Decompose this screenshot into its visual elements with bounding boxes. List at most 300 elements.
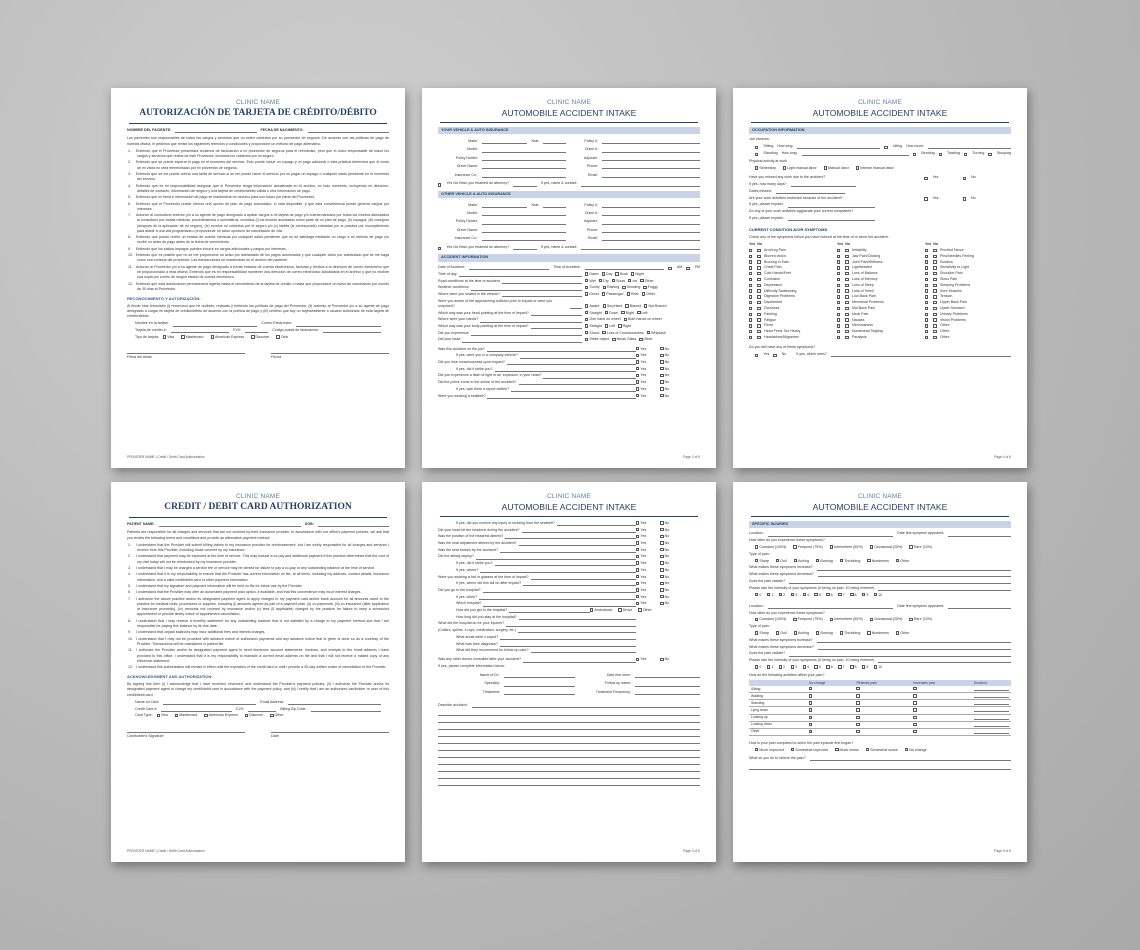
symptom-yes-checkbox[interactable] — [749, 318, 752, 321]
describe-line[interactable] — [438, 765, 700, 772]
symptom-yes-checkbox[interactable] — [749, 289, 752, 292]
yes-checkbox[interactable] — [636, 387, 639, 390]
intensity-checkbox[interactable] — [791, 593, 794, 596]
frequency-checkbox[interactable] — [909, 545, 912, 548]
no-checkbox[interactable] — [660, 528, 663, 531]
frequency-checkbox[interactable] — [755, 618, 758, 621]
symptom-no-checkbox[interactable] — [757, 313, 760, 316]
describe-line[interactable] — [438, 758, 700, 765]
activity-effect-checkbox[interactable] — [856, 723, 859, 726]
symptom-yes-checkbox[interactable] — [925, 313, 928, 316]
frequency-checkbox[interactable] — [793, 618, 796, 621]
insurance-field-input[interactable] — [602, 140, 700, 144]
symptom-no-checkbox[interactable] — [845, 284, 848, 287]
describe-line[interactable] — [438, 737, 700, 744]
accident-option-checkbox[interactable] — [642, 292, 645, 295]
symptom-no-checkbox[interactable] — [933, 284, 936, 287]
no-checkbox[interactable] — [660, 367, 663, 370]
intensity-checkbox[interactable] — [850, 665, 853, 668]
yes-checkbox[interactable] — [636, 595, 639, 598]
card-number-field[interactable] — [171, 329, 229, 333]
no-checkbox[interactable] — [660, 380, 663, 383]
card-type-checkbox[interactable] — [163, 335, 166, 338]
pain-type-checkbox[interactable] — [816, 631, 819, 634]
compare-checkbox[interactable] — [835, 748, 838, 751]
how-long-field[interactable] — [519, 616, 636, 620]
accident-option-checkbox[interactable] — [585, 311, 588, 314]
zip-field[interactable] — [323, 329, 381, 333]
card-number-field[interactable] — [161, 708, 232, 712]
card-type-checkbox[interactable] — [204, 714, 207, 717]
pain-type-checkbox[interactable] — [755, 631, 758, 634]
intensity-checkbox[interactable] — [850, 593, 853, 596]
no-checkbox[interactable] — [660, 575, 663, 578]
symptom-yes-checkbox[interactable] — [925, 284, 928, 287]
describe-line[interactable] — [438, 744, 700, 751]
symptom-yes-checkbox[interactable] — [749, 336, 752, 339]
vehicle-field-input[interactable] — [482, 149, 566, 153]
accident-option-checkbox[interactable] — [643, 286, 646, 289]
intensity-checkbox[interactable] — [814, 665, 817, 668]
activity-effect-checkbox[interactable] — [913, 687, 916, 690]
no-checkbox[interactable] — [660, 387, 663, 390]
intensity-checkbox[interactable] — [862, 593, 865, 596]
describe-lines[interactable] — [438, 709, 700, 786]
duration-field[interactable] — [974, 701, 1009, 705]
symptom-yes-checkbox[interactable] — [925, 336, 928, 339]
insurance-field-input[interactable] — [602, 212, 700, 216]
doctor-field-input[interactable] — [504, 691, 575, 695]
accident-option-checkbox[interactable] — [599, 279, 602, 282]
intensity-checkbox[interactable] — [826, 665, 829, 668]
vehicle-field-input[interactable] — [482, 229, 566, 233]
accident-option-checkbox[interactable] — [644, 304, 647, 307]
compare-checkbox[interactable] — [791, 748, 794, 751]
year-field[interactable] — [543, 204, 566, 208]
intensity-checkbox[interactable] — [803, 593, 806, 596]
symptom-yes-checkbox[interactable] — [837, 318, 840, 321]
doctor-field-input[interactable] — [635, 683, 700, 687]
transport-checkbox[interactable] — [618, 608, 621, 611]
symptom-yes-checkbox[interactable] — [837, 336, 840, 339]
symptom-yes-checkbox[interactable] — [749, 278, 752, 281]
frequency-checkbox[interactable] — [870, 618, 873, 621]
no-checkbox[interactable] — [660, 568, 663, 571]
symptom-no-checkbox[interactable] — [933, 272, 936, 275]
symptom-yes-checkbox[interactable] — [925, 307, 928, 310]
activity-effect-checkbox[interactable] — [913, 694, 916, 697]
doctor-field-input[interactable] — [504, 674, 575, 678]
explain-field[interactable] — [788, 204, 876, 208]
yes-checkbox[interactable] — [636, 588, 639, 591]
symptom-no-checkbox[interactable] — [845, 307, 848, 310]
diagnosis-field[interactable] — [500, 643, 636, 647]
accident-option-checkbox[interactable] — [618, 324, 621, 327]
increase-field[interactable] — [817, 567, 1011, 571]
vehicle-field-input[interactable] — [482, 237, 566, 241]
symptom-yes-checkbox[interactable] — [837, 266, 840, 269]
symptom-yes-checkbox[interactable] — [837, 307, 840, 310]
yes-checkbox[interactable] — [636, 380, 639, 383]
activity-checkbox[interactable] — [755, 166, 758, 169]
yes-checkbox[interactable] — [636, 555, 639, 558]
symptom-no-checkbox[interactable] — [845, 330, 848, 333]
symptom-no-checkbox[interactable] — [845, 266, 848, 269]
activity-effect-checkbox[interactable] — [913, 730, 916, 733]
no-checkbox[interactable] — [660, 354, 663, 357]
activity-effect-checkbox[interactable] — [913, 716, 916, 719]
activity-effect-checkbox[interactable] — [856, 701, 859, 704]
lifting-how-much-field[interactable] — [928, 145, 1011, 149]
symptom-no-checkbox[interactable] — [757, 249, 760, 252]
intensity-checkbox[interactable] — [874, 593, 877, 596]
card-type-checkbox[interactable] — [276, 335, 279, 338]
frequency-checkbox[interactable] — [870, 545, 873, 548]
pain-type-checkbox[interactable] — [794, 559, 797, 562]
accident-option-checkbox[interactable] — [585, 304, 588, 307]
missed-yes-checkbox[interactable] — [924, 177, 927, 180]
pain-type-checkbox[interactable] — [840, 559, 843, 562]
accident-option-checkbox[interactable] — [585, 279, 588, 282]
accident-date-field[interactable] — [469, 266, 549, 270]
cvv-field[interactable] — [248, 708, 276, 712]
no-checkbox[interactable] — [660, 394, 663, 397]
dates-missed-field[interactable] — [776, 190, 845, 194]
activity-effect-checkbox[interactable] — [809, 716, 812, 719]
symptom-no-checkbox[interactable] — [933, 318, 936, 321]
radiate-field[interactable] — [789, 653, 1011, 657]
pm-checkbox[interactable] — [686, 267, 689, 270]
symptom-no-checkbox[interactable] — [933, 260, 936, 263]
other-attorney-yes-checkbox[interactable] — [438, 247, 441, 250]
describe-line[interactable] — [438, 730, 700, 737]
symptom-yes-checkbox[interactable] — [925, 249, 928, 252]
symptom-yes-checkbox[interactable] — [837, 324, 840, 327]
no-checkbox[interactable] — [660, 521, 663, 524]
intensity-checkbox[interactable] — [779, 593, 782, 596]
activity-effect-checkbox[interactable] — [856, 716, 859, 719]
symptom-no-checkbox[interactable] — [933, 307, 936, 310]
activity-effect-checkbox[interactable] — [856, 687, 859, 690]
vehicle-field-input[interactable] — [482, 204, 527, 208]
intensity-checkbox[interactable] — [838, 665, 841, 668]
card-type-checkbox[interactable] — [270, 714, 273, 717]
insurance-field-input[interactable] — [602, 229, 700, 233]
symptom-no-checkbox[interactable] — [757, 255, 760, 258]
symptom-yes-checkbox[interactable] — [837, 330, 840, 333]
yes-checkbox[interactable] — [636, 360, 639, 363]
no-checkbox[interactable] — [660, 541, 663, 544]
followup-field[interactable] — [531, 649, 636, 653]
symptom-yes-checkbox[interactable] — [749, 260, 752, 263]
symptom-no-checkbox[interactable] — [757, 272, 760, 275]
symptom-yes-checkbox[interactable] — [925, 295, 928, 298]
explain2-field[interactable] — [788, 217, 876, 221]
still-yes-checkbox[interactable] — [755, 354, 758, 357]
symptom-yes-checkbox[interactable] — [749, 324, 752, 327]
describe-line[interactable] — [438, 779, 700, 786]
symptom-yes-checkbox[interactable] — [749, 284, 752, 287]
accident-option-checkbox[interactable] — [621, 311, 624, 314]
symptom-no-checkbox[interactable] — [757, 307, 760, 310]
activity-checkbox[interactable] — [783, 166, 786, 169]
symptom-no-checkbox[interactable] — [933, 249, 936, 252]
yes-checkbox[interactable] — [636, 602, 639, 605]
symptom-no-checkbox[interactable] — [933, 289, 936, 292]
activity-effect-checkbox[interactable] — [913, 723, 916, 726]
vehicle-field-input[interactable] — [482, 221, 566, 225]
missed-days-field[interactable] — [791, 183, 856, 187]
symptom-no-checkbox[interactable] — [757, 318, 760, 321]
symptom-yes-checkbox[interactable] — [837, 249, 840, 252]
pain-type-checkbox[interactable] — [896, 631, 899, 634]
cvv-field[interactable] — [245, 329, 268, 333]
pain-type-checkbox[interactable] — [794, 631, 797, 634]
duration-field[interactable] — [974, 708, 1009, 712]
accident-option-checkbox[interactable] — [603, 286, 606, 289]
symptom-no-checkbox[interactable] — [933, 330, 936, 333]
symptom-yes-checkbox[interactable] — [925, 272, 928, 275]
symptom-no-checkbox[interactable] — [933, 324, 936, 327]
symptom-no-checkbox[interactable] — [757, 336, 760, 339]
pain-type-checkbox[interactable] — [776, 559, 779, 562]
decrease-field[interactable] — [818, 646, 1011, 650]
yes-checkbox[interactable] — [636, 367, 639, 370]
symptom-no-checkbox[interactable] — [845, 272, 848, 275]
symptom-yes-checkbox[interactable] — [925, 318, 928, 321]
describe-line[interactable] — [438, 716, 700, 723]
intensity-checkbox[interactable] — [814, 593, 817, 596]
card-type-checkbox[interactable] — [175, 714, 178, 717]
vehicle-field-input[interactable] — [482, 165, 566, 169]
symptom-yes-checkbox[interactable] — [925, 289, 928, 292]
accident-option-checkbox[interactable] — [612, 338, 615, 341]
accident-option-checkbox[interactable] — [602, 292, 605, 295]
symptom-no-checkbox[interactable] — [845, 260, 848, 263]
no-checkbox[interactable] — [660, 347, 663, 350]
vehicle-field-input[interactable] — [482, 212, 566, 216]
card-type-checkbox[interactable] — [157, 714, 160, 717]
other-doctor-no-checkbox[interactable] — [660, 658, 663, 661]
symptom-yes-checkbox[interactable] — [925, 260, 928, 263]
symptom-no-checkbox[interactable] — [757, 289, 760, 292]
activity-effect-checkbox[interactable] — [913, 708, 916, 711]
yes-checkbox[interactable] — [636, 548, 639, 551]
symptom-yes-checkbox[interactable] — [837, 260, 840, 263]
symptom-yes-checkbox[interactable] — [925, 266, 928, 269]
increase-field[interactable] — [817, 639, 1011, 643]
pain-type-checkbox[interactable] — [816, 559, 819, 562]
intensity-checkbox[interactable] — [791, 665, 794, 668]
accident-option-checkbox[interactable] — [615, 272, 618, 275]
yes-checkbox[interactable] — [636, 541, 639, 544]
accident-option-checkbox[interactable] — [605, 311, 608, 314]
symptom-no-checkbox[interactable] — [933, 313, 936, 316]
date-first-field[interactable] — [948, 533, 1011, 537]
accident-option-checkbox[interactable] — [624, 318, 627, 321]
yes-checkbox[interactable] — [636, 582, 639, 585]
intensity-checkbox[interactable] — [779, 665, 782, 668]
no-checkbox[interactable] — [660, 374, 663, 377]
symptom-yes-checkbox[interactable] — [749, 301, 752, 304]
symptom-yes-checkbox[interactable] — [749, 272, 752, 275]
symptom-no-checkbox[interactable] — [757, 330, 760, 333]
duration-field[interactable] — [974, 723, 1009, 727]
doctor-field-input[interactable] — [504, 683, 575, 687]
activity-effect-checkbox[interactable] — [809, 708, 812, 711]
intensity-checkbox[interactable] — [755, 593, 758, 596]
insurance-field-input[interactable] — [602, 174, 700, 178]
insurance-field-input[interactable] — [602, 157, 700, 161]
frequency-checkbox[interactable] — [830, 545, 833, 548]
year-field[interactable] — [543, 140, 566, 144]
accident-option-checkbox[interactable] — [603, 304, 606, 307]
accident-option-checkbox[interactable] — [585, 331, 588, 334]
decrease-field[interactable] — [818, 573, 1011, 577]
accident-option-checkbox[interactable] — [631, 272, 634, 275]
location-field[interactable] — [768, 533, 894, 537]
symptom-no-checkbox[interactable] — [933, 278, 936, 281]
no-checkbox[interactable] — [660, 535, 663, 538]
duration-field[interactable] — [974, 716, 1009, 720]
card-name-field[interactable] — [163, 701, 256, 705]
date-line[interactable] — [271, 348, 389, 354]
standing-checkbox[interactable] — [755, 153, 758, 156]
yes-checkbox[interactable] — [636, 374, 639, 377]
accident-option-checkbox[interactable] — [627, 292, 630, 295]
radiate-field[interactable] — [789, 580, 1011, 584]
intensity-checkbox[interactable] — [767, 665, 770, 668]
activity-effect-checkbox[interactable] — [809, 687, 812, 690]
email-field[interactable] — [296, 323, 381, 327]
accident-option-checkbox[interactable] — [585, 286, 588, 289]
pain-type-checkbox[interactable] — [867, 631, 870, 634]
symptom-no-checkbox[interactable] — [757, 301, 760, 304]
accident-option-checkbox[interactable] — [602, 272, 605, 275]
restricted-yes-checkbox[interactable] — [924, 197, 927, 200]
vehicle-field-input[interactable] — [482, 140, 527, 144]
accident-option-checkbox[interactable] — [612, 279, 615, 282]
card-name-field[interactable] — [173, 323, 258, 327]
sitting-how-long-field[interactable] — [797, 145, 880, 149]
no-checkbox[interactable] — [660, 602, 663, 605]
frequency-checkbox[interactable] — [793, 545, 796, 548]
date-line[interactable] — [271, 727, 389, 733]
standing-how-long-field[interactable] — [802, 152, 909, 156]
symptom-no-checkbox[interactable] — [845, 249, 848, 252]
injuries-field[interactable] — [506, 623, 636, 627]
symptom-yes-checkbox[interactable] — [749, 249, 752, 252]
pain-type-checkbox[interactable] — [867, 559, 870, 562]
accident-option-checkbox[interactable] — [622, 286, 625, 289]
symptom-yes-checkbox[interactable] — [925, 278, 928, 281]
symptom-yes-checkbox[interactable] — [837, 289, 840, 292]
symptom-yes-checkbox[interactable] — [837, 255, 840, 258]
pain-type-checkbox[interactable] — [755, 559, 758, 562]
accident-option-checkbox[interactable] — [585, 324, 588, 327]
compare-checkbox[interactable] — [755, 748, 758, 751]
accident-option-checkbox[interactable] — [585, 292, 588, 295]
other-doctor-yes-checkbox[interactable] — [636, 658, 639, 661]
symptom-yes-checkbox[interactable] — [749, 255, 752, 258]
symptom-no-checkbox[interactable] — [845, 278, 848, 281]
frequency-checkbox[interactable] — [909, 618, 912, 621]
no-checkbox[interactable] — [660, 555, 663, 558]
duration-field[interactable] — [974, 694, 1009, 698]
symptom-yes-checkbox[interactable] — [837, 284, 840, 287]
yes-checkbox[interactable] — [636, 528, 639, 531]
symptom-yes-checkbox[interactable] — [749, 266, 752, 269]
symptom-yes-checkbox[interactable] — [925, 324, 928, 327]
transport-checkbox[interactable] — [638, 608, 641, 611]
activity-checkbox[interactable] — [856, 166, 859, 169]
restricted-no-checkbox[interactable] — [963, 197, 966, 200]
activity-effect-checkbox[interactable] — [913, 701, 916, 704]
email-field[interactable] — [288, 701, 381, 705]
describe-line[interactable] — [438, 751, 700, 758]
symptom-yes-checkbox[interactable] — [925, 330, 928, 333]
attorney-contact-field[interactable] — [581, 183, 700, 187]
insurance-field-input[interactable] — [602, 204, 700, 208]
dob-field[interactable] — [318, 523, 389, 527]
pain-type-checkbox[interactable] — [840, 631, 843, 634]
rate-line[interactable] — [878, 587, 1011, 591]
location-field[interactable] — [768, 605, 894, 609]
frequency-checkbox[interactable] — [755, 545, 758, 548]
symptom-no-checkbox[interactable] — [845, 289, 848, 292]
turning-checkbox[interactable] — [964, 153, 967, 156]
activity-effect-checkbox[interactable] — [809, 723, 812, 726]
accident-option-checkbox[interactable] — [585, 338, 588, 341]
dob-field[interactable] — [308, 129, 389, 133]
still-no-checkbox[interactable] — [773, 354, 776, 357]
symptom-no-checkbox[interactable] — [845, 324, 848, 327]
duration-field[interactable] — [974, 687, 1009, 691]
activity-checkbox[interactable] — [824, 166, 827, 169]
signature-line[interactable] — [127, 727, 245, 733]
frequency-checkbox[interactable] — [830, 618, 833, 621]
symptom-no-checkbox[interactable] — [845, 301, 848, 304]
relieve-field[interactable] — [810, 757, 1011, 761]
activity-effect-checkbox[interactable] — [856, 708, 859, 711]
symptom-no-checkbox[interactable] — [757, 278, 760, 281]
zip-field[interactable] — [311, 708, 382, 712]
intensity-checkbox[interactable] — [862, 665, 865, 668]
sitting-checkbox[interactable] — [755, 146, 758, 149]
attorney-yes-checkbox[interactable] — [438, 183, 441, 186]
missed-no-checkbox[interactable] — [963, 177, 966, 180]
symptom-yes-checkbox[interactable] — [925, 301, 928, 304]
which-field[interactable] — [831, 353, 1011, 357]
accident-option-checkbox[interactable] — [637, 311, 640, 314]
relieve-line[interactable] — [749, 763, 1011, 770]
symptom-yes-checkbox[interactable] — [749, 313, 752, 316]
card-type-checkbox[interactable] — [251, 335, 254, 338]
symptom-no-checkbox[interactable] — [757, 284, 760, 287]
describe-field[interactable] — [472, 704, 700, 708]
yes-checkbox[interactable] — [636, 394, 639, 397]
accident-option-checkbox[interactable] — [640, 279, 643, 282]
doctor-field-input[interactable] — [635, 691, 700, 695]
symptom-yes-checkbox[interactable] — [925, 255, 928, 258]
accident-option-checkbox[interactable] — [602, 331, 605, 334]
yes-checkbox[interactable] — [636, 354, 639, 357]
symptom-yes-checkbox[interactable] — [837, 295, 840, 298]
symptom-no-checkbox[interactable] — [757, 266, 760, 269]
symptom-no-checkbox[interactable] — [933, 301, 936, 304]
describe-line[interactable] — [438, 709, 700, 716]
accident-option-checkbox[interactable] — [585, 318, 588, 321]
